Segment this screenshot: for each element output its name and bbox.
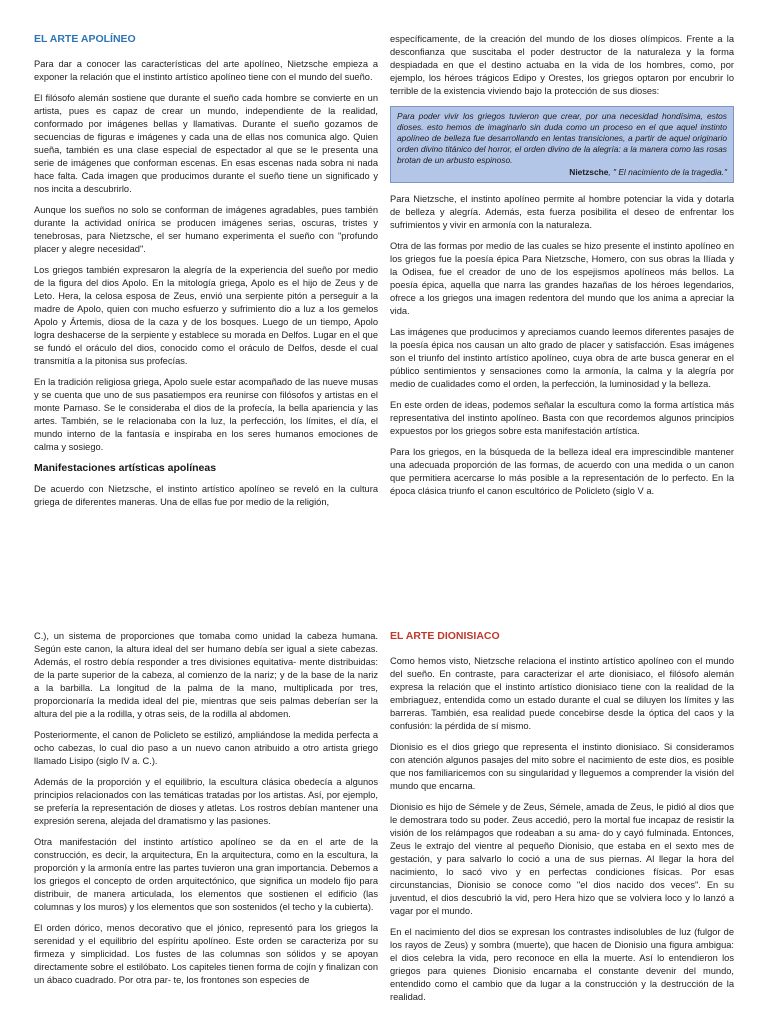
column-left: [34, 33, 378, 517]
section-heading-apolineo: EL ARTE APOLÍNEO: [34, 33, 136, 45]
paragraph: En la tradición religiosa griega, Apolo suele estar acompañado de las nueve musas y se cuenta que uno de sus pasatiempos era reunirse con filósofos y artistas en el monte Parnaso. Se le consideraba el dios de la profecía, la bella apariencia y las artes. También, se le relacionaba con la luz, la perfección, los límites, el día, el mundo interno de la fantasía e inspiraba en los seres humanos emociones de calma y sosiego.: [34, 377, 378, 452]
paragraph: C.), un sistema de proporciones que tomaba como unidad la cabeza humana. Según este canon, la altura ideal del ser humano debía ser igual a siete cabezas. Además, el rostro debía responder a tres divisiones equitativa- mente distribuidas: de la parte superior de la cabeza, al comienzo de la nariz; y de la base de la nariz a la barbilla. La longitud de la palma de la mano, multiplicada por tres, proporcionaría la medida ideal del pie, mientras que seis palmas deberían ser la altura del pie a la rodilla, y otras seis, de la rodilla al abdomen.: [34, 631, 378, 719]
column-right: [390, 33, 734, 506]
paragraph: Además de la proporción y el equilibrio, la escultura clásica obedecía a algunos principios relacionados con las temáticas tratadas por los artistas. Así, por ejemplo, se prefería la representación de dioses y atletas. Los rostros debían mantener una expresión serena, alejada del dramatismo y las pasiones.: [34, 777, 378, 826]
paragraph: En el nacimiento del dios se expresan los contrastes indisolubles de luz (fulgor de los rayos de Zeus) y sombra (muerte), que hacen de Dionisio una figura ambigua: el dios celebra la vida, pero reconoce en ella la muerte. Así lo entendieron los griegos para quienes Dionisio encarnaba el constante devenir del mundo, entendido como el cambio que da lugar a la construcción y la destrucción de la realidad.: [390, 927, 734, 1002]
paragraph: Para Nietzsche, el instinto apolíneo permite al hombre potenciar la vida y dotarla de belleza y alegría. Además, esta fuerza posibilita el deseo de enfrentar los sufrimientos y vivir en armonía con la naturaleza.: [390, 194, 734, 230]
paragraph: De acuerdo con Nietzsche, el instinto artístico apolíneo se reveló en la cultura griega de diferentes maneras. Una de ellas fue por medio de la religión,: [34, 484, 378, 507]
paragraph: Otra de las formas por medio de las cuales se hizo presente el instinto apolíneo en los griegos fue la poesía épica Para Nietzsche, Homero, con sus obras la Ilíada y la Odisea, fue el creador de uno de los espejismos apolíneos más bellos. La poesía épica, aquella que narra las grandes hazañas de los héroes legendarios, ofrece a los griegos una imagen redentora del mundo que los anima a apreciar la vida.: [390, 241, 734, 316]
paragraph: Los griegos también expresaron la alegría de la experiencia del sueño por medio de la figura del dios Apolo. En la mitología griega, Apolo es el hijo de Zeus y de Leto. Hera, la celosa esposa de Zeus, envió una serpiente pitón a perseguir a la madre de Apolo, quien con mucho esfuerzo y sufrimiento dio a luz a los gemelos Apolo y Ártemis, diosa de la caza y de los bosques. Luego de un tiempo, Apolo logra deshacerse de la serpiente y establece su morada en Delfos. Lugar en el que se fundó el oráculo del dios, conocido como el oráculo de Delfos, desde el cual transmitía a la pitonisa sus profecías.: [34, 265, 378, 366]
paragraph: En este orden de ideas, podemos señalar la escultura como la forma artística más representativa del instinto apolíneo. Basta con que recordemos algunos principios expuestos por los griegos sobre esta manifestación artística.: [390, 400, 734, 436]
paragraph: Dionisio es hijo de Sémele y de Zeus, Sémele, amada de Zeus, le pidió al dios que le demostrara todo su poder. Zeus accedió, pero la mortal fue incapaz de resistir la visión de los relámpagos que rodeaban a su ama- do y cayó fulminada. Entonces, Zeus le extrajo del vientre al pequeño Dionisio, que estaba en el sexto mes de gestación, y para salvarlo lo coció a una de sus piernas. Al llegar la hora del nacimiento, lo sacó vivo y en perfectas condiciones físicas. Por esas circunstancias, Dionisio se conoce como "el dios nacido dos veces". En su juventud, el dios descubrió la vid, pero Hera hizo que se volviera loco y lo lanzó a vagar por el mundo.: [390, 802, 734, 916]
paragraph: Otra manifestación del instinto artístico apolíneo se da en el arte de la construcción, es decir, la arquitectura, En la arquitectura, como en la escultura, la proporción y la armonía entre las partes tuvieron una gran importancia. Debemos a los griegos el concepto de orden arquitectónico, que significa un modelo fijo para distribuir, de manera articulada, los elementos que sostienen el edificio (las columnas y los muros) y los elementos que son sostenidos (el techo y la cubierta).: [34, 837, 378, 912]
column-right: [390, 630, 734, 1012]
paragraph: Las imágenes que producimos y apreciamos cuando leemos diferentes pasajes de la poesía épica nos causan un alto grado de placer y satisfacción. Esas imágenes son el triunfo del instinto artístico apolíneo, cuya obra de arte busca generar en el público sentimientos y sensaciones como la armonía, la calma y la alegría por medio de cualidades como el orden, la perfección, la luminosidad y la belleza.: [390, 327, 734, 389]
column-left: [34, 630, 378, 995]
paragraph: Para los griegos, en la búsqueda de la belleza ideal era imprescindible mantener una adecuada proporción de las formas, de acuerdo con una medida o un canon que permitiera acercarse lo más posible a la representación de lo perfecto. En la época clásica triunfo el canon escultórico de Policleto (siglo V a.: [390, 447, 734, 496]
paragraph: Posteriormente, el canon de Policleto se estilizó, ampliándose la medida perfecta a ocho cabezas, lo cual dio paso a un nuevo canon atribuido a otro artista griego llamado Lisipo (siglo IV a. C.).: [34, 730, 378, 766]
paragraph: Dionisio es el dios griego que representa el instinto dionisiaco. Si consideramos con atención algunos pasajes del mito sobre el nacimiento de este dios, es posible que nos familiaricemos con su singularidad y lleguemos a comprender la visión del mundo que encarna.: [390, 742, 734, 791]
paragraph: El filósofo alemán sostiene que durante el sueño cada hombre se convierte en un artista, pues es capaz de crear un mundo, independiente de la realidad, conformado por imágenes bellas y llamativas. Durante el sueño gozamos de secuencias de figuras e imágenes y cada una de ellas nos comunica algo. Quien sueña, también es una clase especial de espectador al que se le presenta una serie de imágenes que conforman escenas. En esas escenas nada sobra ni nada hace falta. Cada imagen que producimos durante el sueño tiene un significado y nos incita a descubrirlo.: [34, 93, 378, 194]
paragraph: específicamente, de la creación del mundo de los dioses olímpicos. Frente a la desconfianza que suscitaba el poder destructor de la naturaleza y la forma despiadada en que el destino actuaba en la vida de los hombres, como, por ejemplo, los héroes trágicos Edipo y Orestes, los griegos optaron por encubrir lo terrible de la existencia viviendo bajo la protección de sus dioses:: [390, 34, 734, 96]
paragraph: Para dar a conocer las características del arte apolíneo, Nietzsche empieza a exponer la relación que el instinto artístico apolíneo tiene con el mundo del sueño.: [34, 59, 378, 82]
quote-author: Nietzsche: [569, 167, 609, 177]
quote-source: , " El nacimiento de la tragedia.": [608, 167, 727, 177]
paragraph: El orden dórico, menos decorativo que el jónico, representó para los griegos la serenidad y el equilibrio del espíritu apolíneo. Este orden se caracteriza por su firmeza y simplicidad. Los fustes de las columnas son sólidos y se apoyan directamente sobre el estilóbato. Los capiteles tienen forma de cojín y finalizan con un ábaco cuadrado. Por otra par- te, los frontones son especies de: [34, 923, 378, 985]
quote-text: Para poder vivir los griegos tuvieron que crear, por una necesidad hondísima, estos dioses. esto hemos de imaginarlo sin duda como un proceso en el que aquel instinto apolíneo de belleza fue desarrollando en lentas transiciones, a partir de aquel originario orden divino titánico del horror, el orden divino de la alegría: a la manera como las rosas brotan de un arbusto espinoso.: [397, 111, 727, 165]
section-heading-dionisiaco: EL ARTE DIONISIACO: [390, 630, 500, 642]
quote-box: [390, 106, 734, 183]
quote-attribution: [397, 167, 727, 178]
paragraph: Aunque los sueños no solo se conforman de imágenes agradables, pues también durante la actividad onírica se producen imágenes serias, oscuras, tristes y tenebrosas, para Nietzsche, el ser humano experimenta el sueño con "profundo placer y alegre necesidad".: [34, 205, 378, 254]
paragraph: Como hemos visto, Nietzsche relaciona el instinto artístico apolíneo con el mundo del sueño. En contraste, para caracterizar el arte dionisiaco, el filósofo alemán expresa la relación que el instinto artístico dionisiaco tiene con la realidad de la embriaguez, entendida como un estado durante el cual se diluyen los límites y las barreras. También, esa realidad puede concebirse desde la óptica del caos y la confusión: la pérdida de sí mismo.: [390, 656, 734, 731]
page-bottom: [0, 576, 768, 1024]
subheading-manifestaciones: Manifestaciones artísticas apolíneas: [34, 462, 217, 474]
